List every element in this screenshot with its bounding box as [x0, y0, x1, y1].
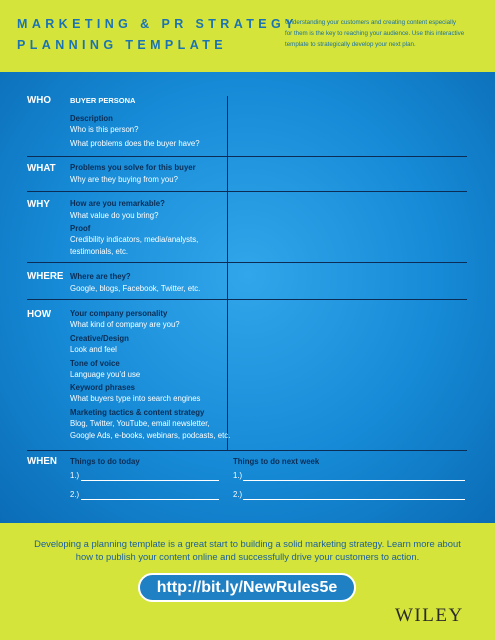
creative-title: Creative/Design [70, 334, 129, 343]
todo-next-week-number-1: 1.) [233, 471, 243, 480]
header [0, 0, 495, 72]
divider-who-what [27, 156, 467, 157]
proof-line-1: Credibility indicators, media/analysts, [70, 235, 199, 244]
planning-grid [0, 72, 495, 523]
tone-line-1: Language you’d use [70, 370, 141, 379]
section-label-how: HOW [27, 309, 51, 320]
divider-what-why [27, 191, 467, 192]
todo-today-field-2[interactable] [81, 499, 219, 500]
divider-where-how [27, 299, 467, 300]
tactics-line-2: Google Ads, e-books, webinars, podcasts, etc. [70, 431, 231, 440]
section-label-when: WHEN [27, 456, 57, 467]
todo-next-week-field-1[interactable] [243, 480, 465, 481]
problems-title: Problems you solve for this buyer [70, 163, 196, 172]
section-label-who: WHO [27, 95, 51, 106]
todo-today-title: Things to do today [70, 457, 140, 466]
remarkable-line-1: What value do you bring? [70, 211, 159, 220]
tactics-line-1: Blog, Twitter, YouTube, email newsletter, [70, 419, 210, 428]
section-label-why: WHY [27, 199, 50, 210]
description-title: Description [70, 114, 113, 123]
intro-line-3: template to strategically develop your next plan. [285, 41, 416, 48]
problems-line-1: Why are they buying from you? [70, 175, 178, 184]
url-link-button[interactable]: http://bit.ly/NewRules5e [138, 573, 356, 602]
remarkable-title: How are you remarkable? [70, 199, 165, 208]
tone-title: Tone of voice [70, 359, 120, 368]
intro-line-2: for them is the key to reaching your audience. Use this interactive [285, 30, 465, 37]
proof-line-2: testimonials, etc. [70, 247, 129, 256]
page-title-line-2: PLANNING TEMPLATE [17, 38, 227, 52]
intro-text [285, 17, 485, 50]
keyword-title: Keyword phrases [70, 383, 135, 392]
page-title-line-1: MARKETING & PR STRATEGY [17, 17, 298, 31]
tactics-title: Marketing tactics & content strategy [70, 408, 205, 417]
where-title: Where are they? [70, 272, 131, 281]
creative-line-1: Look and feel [70, 345, 117, 354]
divider-how-when [27, 450, 467, 451]
description-line-1: Who is this person? [70, 125, 139, 134]
footer-text [20, 537, 475, 563]
where-line-1: Google, blogs, Facebook, Twitter, etc. [70, 284, 201, 293]
todo-today-number-2: 2.) [70, 490, 80, 499]
keyword-line-1: What buyers type into search engines [70, 394, 201, 403]
wiley-logo: WILEY [395, 605, 464, 626]
divider-why-where [27, 262, 467, 263]
todo-next-week-field-2[interactable] [243, 499, 465, 500]
section-label-where: WHERE [27, 271, 64, 282]
footer [0, 523, 495, 640]
todo-next-week-title: Things to do next week [233, 457, 320, 466]
buyer-persona-heading: BUYER PERSONA [70, 96, 136, 105]
personality-line-1: What kind of company are you? [70, 320, 180, 329]
column-divider [227, 96, 228, 451]
section-label-what: WHAT [27, 163, 56, 174]
footer-text-line-2: how to publish your content online and successfully drive your customers to action. [75, 551, 420, 562]
footer-text-line-1: Developing a planning template is a great start to building a solid marketing strategy. Learn more about [34, 538, 461, 549]
todo-next-week-number-2: 2.) [233, 490, 243, 499]
intro-line-1: Understanding your customers and creating content especially [285, 19, 456, 26]
personality-title: Your company personality [70, 309, 168, 318]
description-line-2: What problems does the buyer have? [70, 139, 200, 148]
todo-today-field-1[interactable] [81, 480, 219, 481]
todo-today-number-1: 1.) [70, 471, 80, 480]
proof-title: Proof [70, 224, 91, 233]
